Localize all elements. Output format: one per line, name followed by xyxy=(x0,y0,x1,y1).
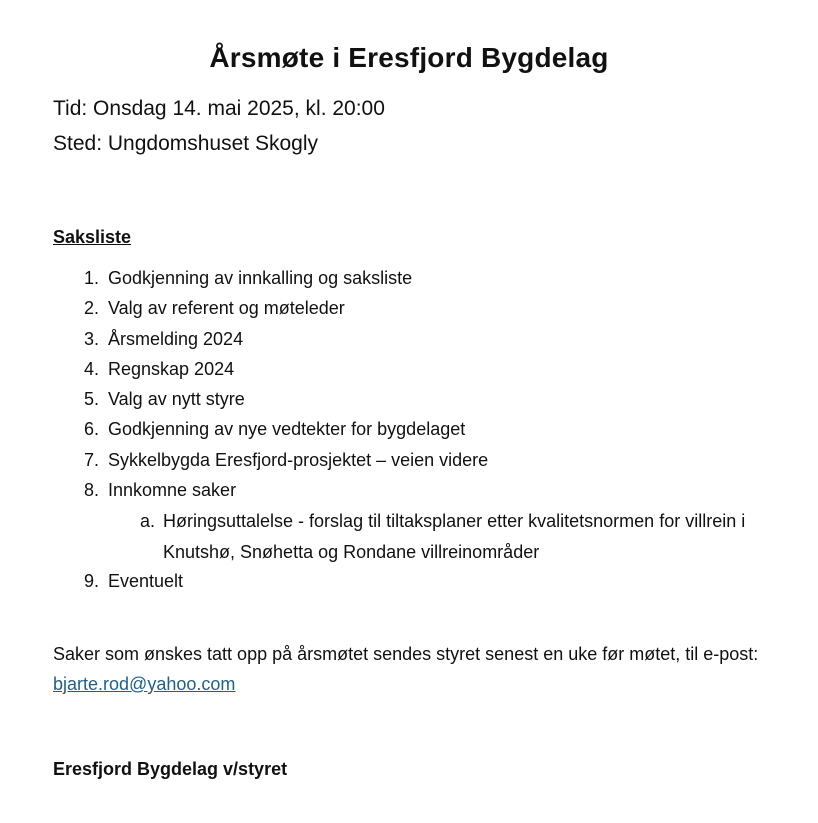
agenda-list xyxy=(53,264,793,597)
list-item xyxy=(53,567,793,597)
list-item-number: 6. xyxy=(83,419,99,440)
list-item-number: 9. xyxy=(83,570,99,591)
list-item-number: 3. xyxy=(83,328,99,349)
list-item-label: Innkomne saker xyxy=(108,480,237,501)
list-item xyxy=(53,446,793,476)
sub-list-item xyxy=(53,506,793,567)
meeting-time: Tid: Onsdag 14. mai 2025, kl. 20:00 xyxy=(53,97,385,120)
list-item-label: Regnskap 2024 xyxy=(108,358,235,379)
submission-note xyxy=(53,639,783,699)
email-link[interactable]: bjarte.rod@yahoo.com xyxy=(53,674,236,694)
list-item-number: 5. xyxy=(83,389,99,410)
sub-list-item-label: Høringsuttalelse - forslag til tiltaksplaner etter kvalitetsnormen for villrein i Knutshø, Snøhetta og Rondane villreinområder xyxy=(163,511,746,562)
list-item-label: Godkjenning av nye vedtekter for bygdelaget xyxy=(108,419,466,440)
list-item-number: 4. xyxy=(83,358,99,379)
list-item-number: 1. xyxy=(83,268,99,288)
list-item-label: Valg av nytt styre xyxy=(108,389,245,410)
list-item-label: Eventuelt xyxy=(108,570,184,591)
list-item-number: 2. xyxy=(83,298,99,319)
list-item xyxy=(53,476,793,506)
list-item xyxy=(53,355,793,385)
list-item-number: 8. xyxy=(83,480,99,501)
page-title: Årsmøte i Eresfjord Bygdelag xyxy=(209,42,609,73)
submission-note-text: Saker som ønskes tatt opp på årsmøtet sendes styret senest en uke før møtet, til e-post: xyxy=(53,644,759,664)
list-item-label: Sykkelbygda Eresfjord-prosjektet – veien videre xyxy=(108,449,489,470)
meeting-place: Sted: Ungdomshuset Skogly xyxy=(53,132,318,155)
signature: Eresfjord Bygdelag v/styret xyxy=(53,759,288,779)
list-item-label: Godkjenning av innkalling og saksliste xyxy=(108,268,413,288)
list-item-number: 7. xyxy=(83,449,99,470)
list-item xyxy=(53,294,793,324)
list-item xyxy=(53,415,793,445)
agenda-heading: Saksliste xyxy=(53,227,132,247)
sub-list-item-letter: a. xyxy=(139,511,155,532)
list-item xyxy=(53,385,793,415)
list-item-label: Valg av referent og møteleder xyxy=(108,298,345,319)
list-item xyxy=(53,264,793,294)
list-item-label: Årsmelding 2024 xyxy=(108,328,244,349)
list-item xyxy=(53,325,793,355)
